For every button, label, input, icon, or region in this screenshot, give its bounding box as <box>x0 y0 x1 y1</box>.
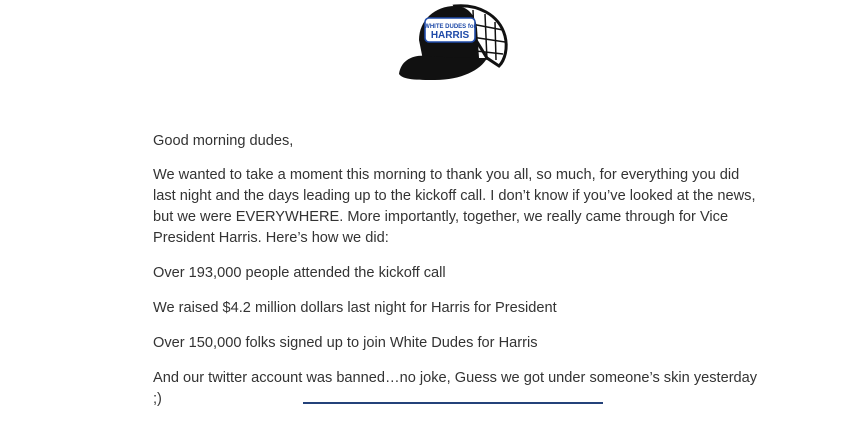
intro-paragraph: We wanted to take a moment this morning to thank you all, so much, for everything you did last night and the days leading up to the kickoff call. I don’t know if you’ve looked at the news, but we were EVERYWHERE. More importantly, together, we really came through for Vice President Harris. Here’s how we did: <box>153 167 756 246</box>
point-attendance: Over 193,000 people attended the kickoff call <box>153 265 446 281</box>
point-fundraising: We raised $4.2 million dollars last night for Harris for President <box>153 300 557 316</box>
trucker-cap-icon <box>395 0 511 84</box>
divider <box>303 402 603 404</box>
email-body <box>153 131 763 424</box>
cap-logo <box>395 0 511 84</box>
greeting: Good morning dudes, <box>153 133 294 149</box>
point-signups: Over 150,000 folks signed up to join White Dudes for Harris <box>153 335 538 351</box>
cap-text-line1: WHITE DUDES for <box>424 24 476 30</box>
cap-text-line2: HARRIS <box>430 30 470 41</box>
point-twitter: And our twitter account was banned…no joke, Guess we got under someone’s skin yesterday ;) <box>153 370 758 407</box>
